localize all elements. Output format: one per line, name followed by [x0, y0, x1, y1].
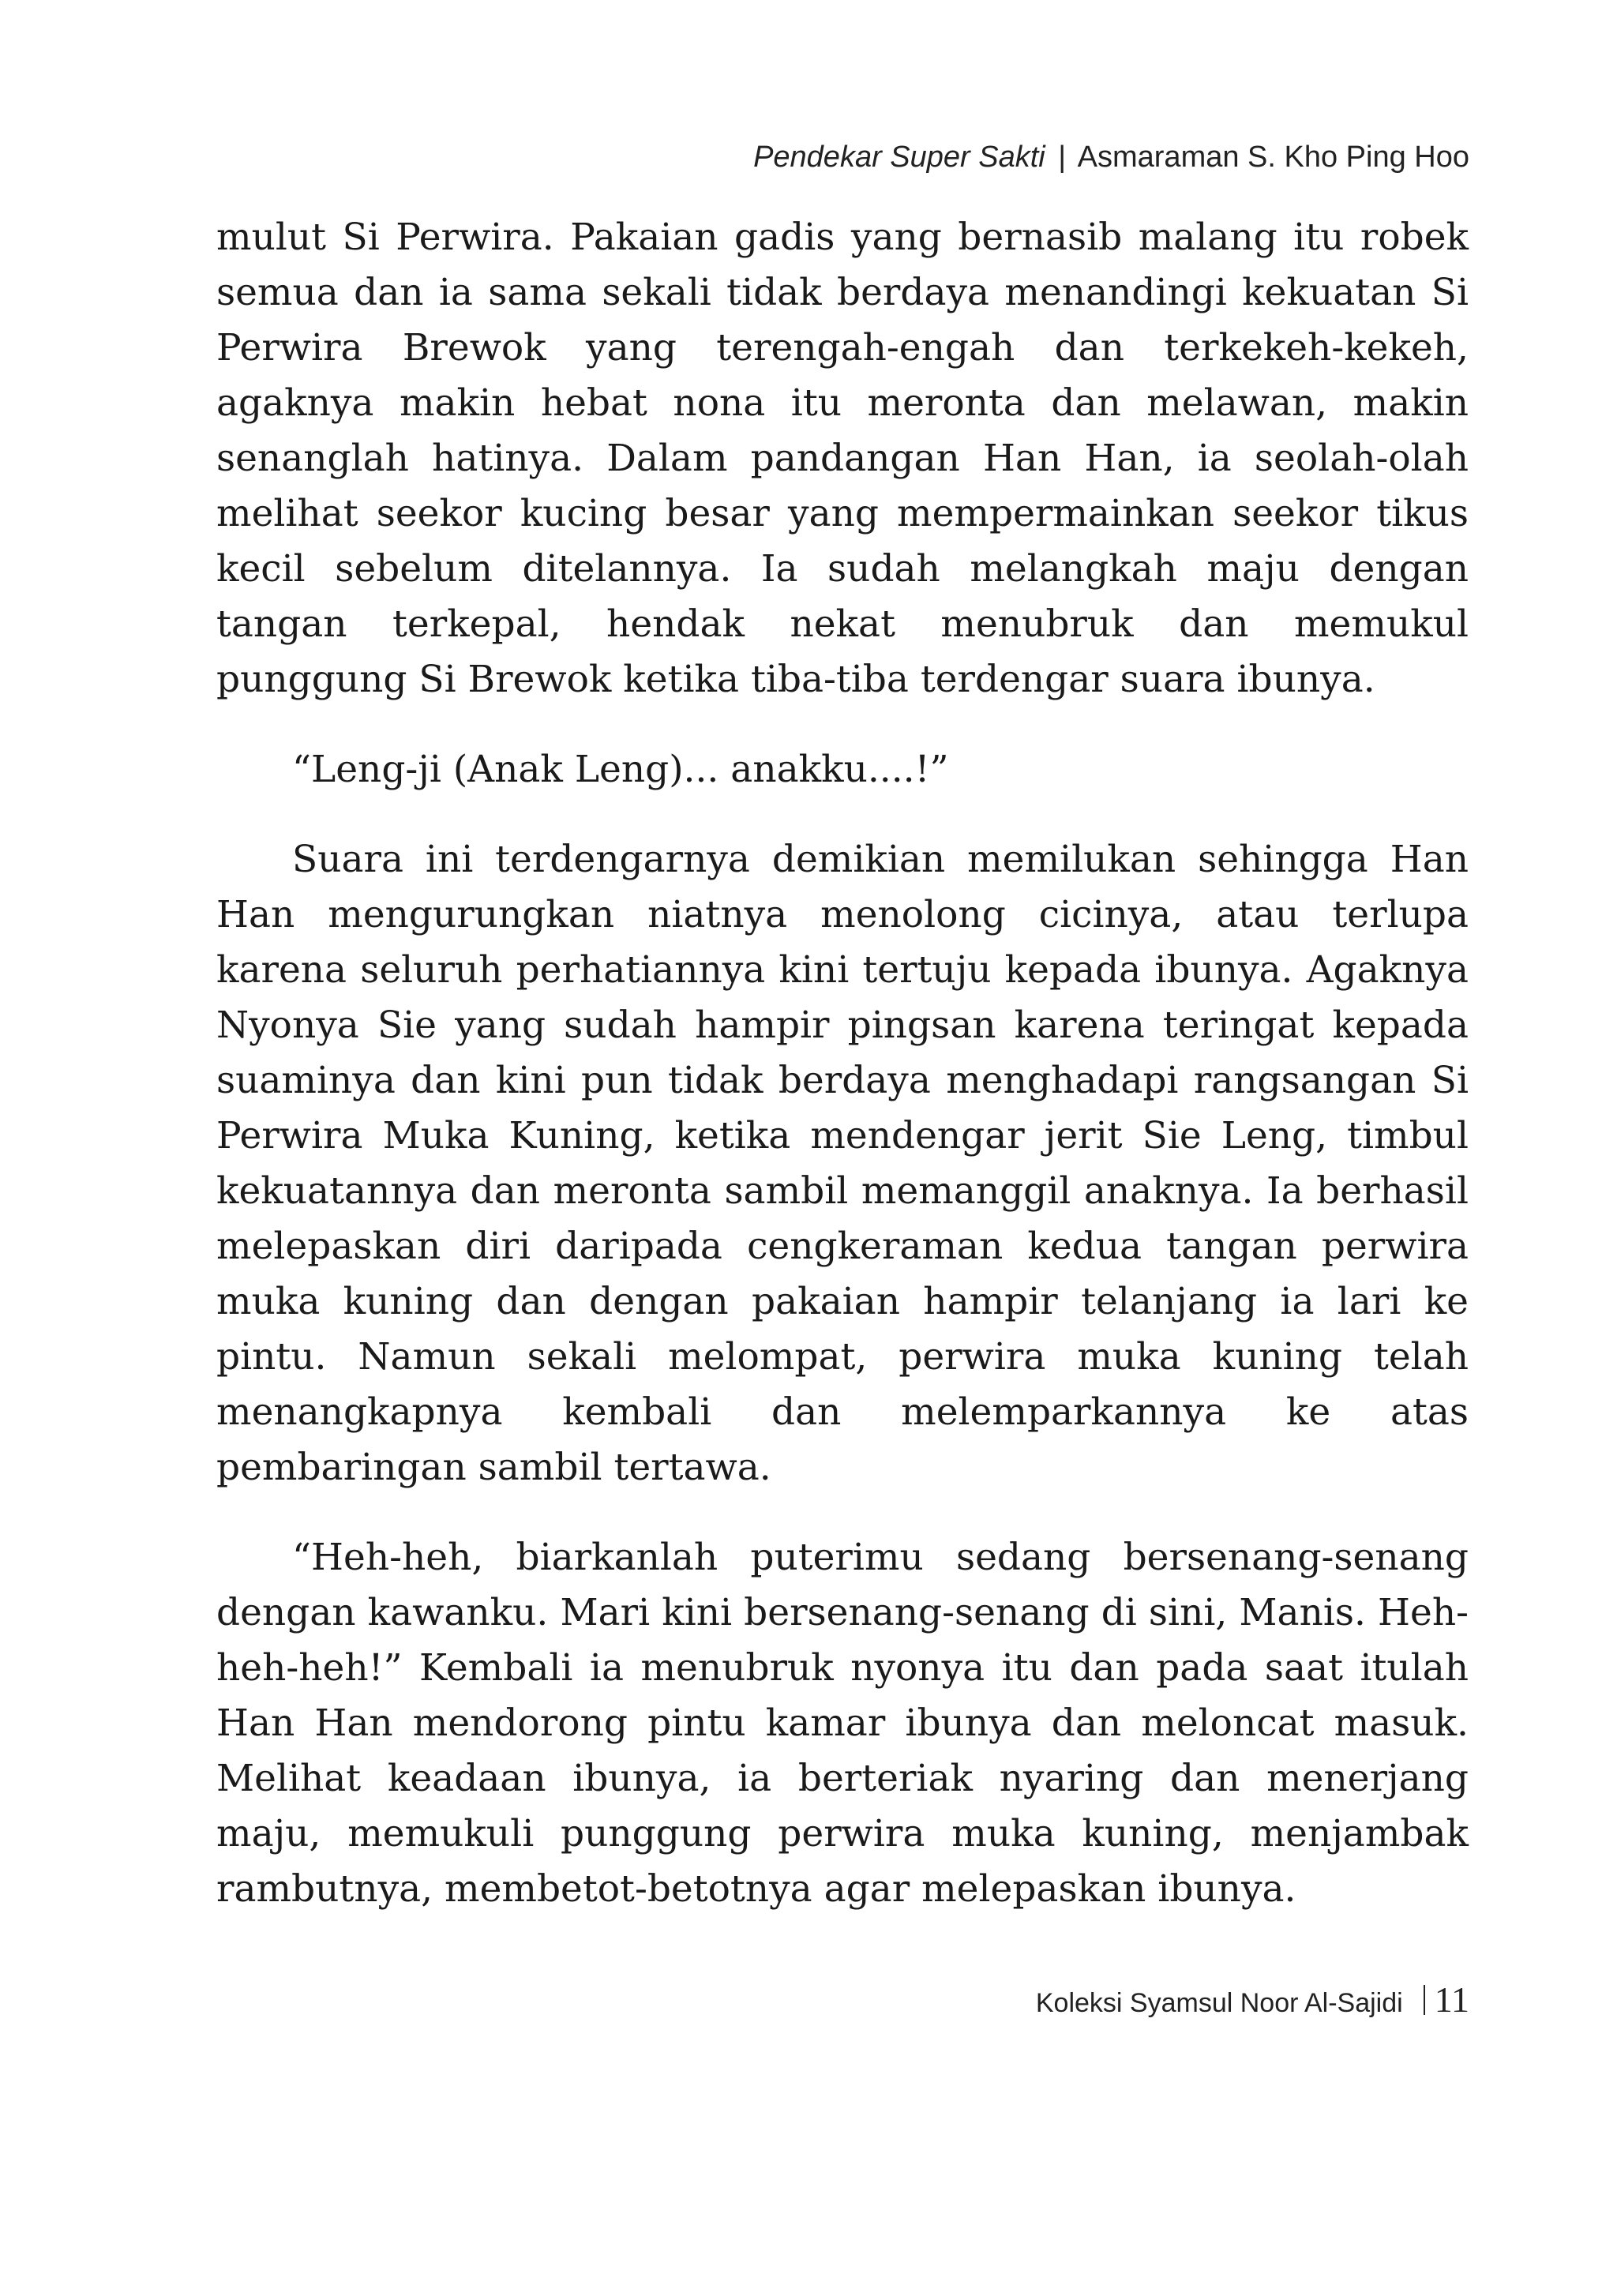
paragraph-1: mulut Si Perwira. Pakaian gadis yang bernasib malang itu robek semua dan ia sama sekali tidak berdaya menandingi kekuatan Si Perwira Brewok yang terengah-engah dan terkekeh-kekeh, agaknya makin hebat nona itu meronta dan melawan, makin senanglah hatinya. Dalam pandangan Han Han, ia seolah-olah melihat seekor kucing besar yang mempermainkan seekor tikus kecil sebelum ditelannya. Ia sudah melangkah maju dengan tangan terkepal, hendak nekat menubruk dan memukul punggung Si Brewok ketika tiba-tiba terdengar suara ibunya. — [216, 216, 1469, 701]
running-header — [753, 141, 1469, 174]
paragraph-3: Suara ini terdengarnya demikian memilukan sehingga Han Han mengurungkan niatnya menolong cicinya, atau terlupa karena seluruh perhatiannya kini tertuju kepada ibunya. Agaknya Nyonya Sie yang sudah hampir pingsan karena teringat kepada suaminya dan kini pun tidak berdaya menghadapi rangsangan Si Perwira Muka Kuning, ketika mendengar jerit Sie Leng, timbul kekuatannya dan meronta sambil memanggil anaknya. Ia berhasil melepaskan diri daripada cengkeraman kedua tangan perwira muka kuning dan dengan pakaian hampir telanjang ia lari ke pintu. Namun sekali melompat, perwira muka kuning telah menangkapnya kembali dan melemparkannya ke atas pembaringan sambil tertawa. — [216, 838, 1469, 1489]
paragraph-2: “Leng-ji (Anak Leng)... anakku....!” — [292, 748, 949, 791]
header-separator: | — [1058, 141, 1067, 174]
running-footer — [1036, 1979, 1469, 2020]
collection-credit: Koleksi Syamsul Noor Al-Sajidi — [1035, 1988, 1403, 2018]
author-name: Asmaraman S. Kho Ping Hoo — [1077, 141, 1469, 174]
book-title: Pendekar Super Sakti — [753, 141, 1045, 174]
page-body — [216, 210, 1469, 1917]
paragraph-4: “Heh-heh, biarkanlah puterimu sedang bersenang-senang dengan kawanku. Mari kini bersenang-senang di sini, Manis. Heh-heh-heh!” Kembali ia menubruk nyonya itu dan pada saat itulah Han Han mendorong pintu kamar ibunya dan meloncat masuk. Melihat keadaan ibunya, ia berteriak nyaring dan menerjang maju, memukuli punggung perwira muka kuning, menjambak rambutnya, membetot-betotnya agar melepaskan ibunya. — [216, 1536, 1469, 1911]
footer-divider — [1424, 1985, 1425, 2015]
page-number: 11 — [1434, 1979, 1469, 2020]
